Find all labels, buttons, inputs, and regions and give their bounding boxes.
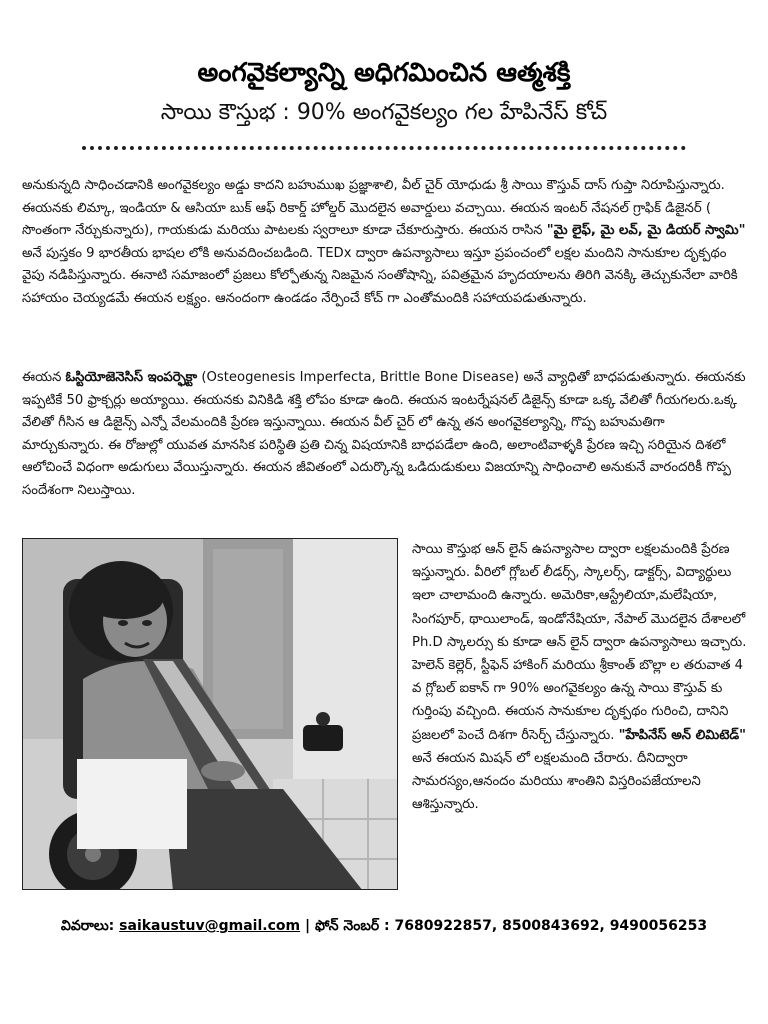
outreach-text-1: సాయి కౌస్తుభ ఆన్ లైన్ ఉపన్యాసాల ద్వారా లక్షలమందికి ప్రేరణ ఇస్తున్నారు. వీరిలో గ్లోబల్ లీడర్స్, స్కాలర్స్, డాక్టర్స్, విద్యార్థులు ఇలా చాలామంది ఉన్నారు. అమెరికా,ఆస్ట్రేలియా,మలేషియా, సింగపూర్, థాయిలాండ్, ఇండోనేషియా, నేపాల్ మొదలైన దేశాలలో Ph.D స్కాలర్సు కు కూడా ఆన్ లైన్ ద్వారా ఉపన్యాసాలు ఇచ్చారు. హెలెన్ కెల్లెర్, స్టీఫెన్ హాకింగ్ మరియు శ్రీకాంత్ బొల్లా ల తరువాత 4 వ గ్లోబల్ ఐకాన్ గా 90% అంగవైకల్యం ఉన్న సాయి కౌస్తువ్ కు గుర్తింపు వచ్చింది. ఈయన సానుకూల దృక్పథం గురించి, దానిని ప్రజలలో పెంచే దిశగా రీసెర్చ్ చేస్తున్నారు. — [412, 542, 747, 743]
headline: అంగవైకల్యాన్ని అధిగమించిన ఆత్మశక్తి — [197, 58, 571, 88]
email-link[interactable]: saikaustuv@gmail.com — [119, 918, 301, 934]
sub-headline: సాయి కౌస్తుభ : 90% అంగవైకల్యం గల హేపినేస్ కోచ్ — [160, 100, 608, 125]
footer-separator: | — [300, 918, 315, 934]
book-title: "మై లైఫ్, మై లవ్, మై డియర్ స్వామి" — [546, 223, 746, 239]
phone-label: ఫోన్ నెంబర్ : — [314, 918, 390, 934]
intro-text-1: అనుకున్నది సాధించడానికి అంగవైకల్యం అడ్డు కాదని బహుముఖ ప్రజ్ఞాశాలి, వీల్ చైర్ యోధుడు శ్రీ సాయి కౌస్తువ్ దాస్ గుప్తా నిరూపిస్తున్నారు. ఈయనకు లిమ్కా, ఇండియా & ఆసియా బుక్ ఆఫ్ రికార్డ్ హోల్డర్ మొదలైన అవార్డులు వచ్చాయి. ఈయన ఇంటర్ నేషనల్ గ్రాఫిక్ డిజైనర్ ( సొంతంగా నేర్చుకున్నారు), గాయకుడు మరియు పాటలకు స్వరాలూ కూడా చేకూరుస్తారు. ఈయన రాసిన — [22, 178, 725, 239]
outreach-text-2: అనే ఈయన మిషన్ లో లక్షలమంది చేరారు. దీనిద్వారా సామరస్యం,ఆనందం మరియు శాంతిని విస్తరింపజేయాలని ఆశిస్తున్నారు. — [412, 750, 701, 813]
mission-name: "హేపినేస్ అన్ లిమిటెడ్" — [618, 727, 747, 743]
details-label: వివరాలు: — [60, 918, 115, 934]
outreach-paragraph — [412, 538, 748, 816]
condition-text-2: (Osteogenesis Imperfecta, Brittle Bone Disease) అనే వ్యాధితో బాధపడుతున్నారు. ఈయనకు ఇప్పటికే 50 ఫ్రాక్చర్లు అయ్యాయి. ఈయనకు వినికిడి శక్తి లోపం కూడా ఉంది. ఈయన ఇంటర్నేషనల్ డిజైన్స్ కూడా ఒక్క వేలితో గీయగలరు.ఒక్క వేలితో గీసిన ఆ డిజైన్స్ ఎన్నో వేలమందికి ప్రేరణ ఇస్తున్నాయి. ఈయన వీల్ చైర్ లో ఉన్న తన అంగవైకల్యాన్ని, గొప్ప బహుమతిగా మార్చుకున్నారు. ఈ రోజుల్లో యువత మానసిక పరిస్థితి ప్రతి చిన్న విషయానికి బాధపడేలా ఉంది, అలాంటివాళ్ళకి ప్రేరణ ఇచ్చి సరియైన దిశలో ఆలోచించే విధంగా అడుగులు వేయిస్తున్నారు. ఈయన జీవితంలో ఎదుర్కొన్న ఒడిదుడుకులు విజయాన్ని సాధించాలి అనుకునే వారందరికీ గొప్ప సందేశంగా నిలుస్తాయి. — [22, 370, 746, 498]
disease-name: ఓస్టియోజెనెసిస్ ఇంపర్ఫెక్టా — [65, 370, 198, 385]
condition-text-1: ఈయన — [22, 370, 66, 385]
contact-footer — [0, 918, 768, 937]
condition-paragraph — [22, 367, 746, 503]
intro-paragraph — [22, 175, 746, 311]
phone-numbers: 7680922857, 8500843692, 9490056253 — [389, 918, 708, 934]
dotted-divider — [82, 146, 686, 150]
intro-text-2: అనే పుస్తకం 9 భారతీయ భాషల లోకి అనువదించబడింది. TEDx ద్వారా ఉపన్యాసాలు ఇస్తూ ప్రపంచంలో లక్షల మందిని సానుకూల దృక్పథం వైపు నడిపిస్తున్నారు. ఈనాటి సమాజంలో ప్రజలు కోల్పోతున్న నిజమైన సంతోషాన్ని, పవిత్రమైన హృదయాలను తిరిగి వెనక్కి తెచ్చుకునేలా వారికి సహాయం చెయ్యడమే ఈయన లక్ష్యం. ఆనందంగా ఉండడం నేర్పించే కోచ్ గా ఎంతోమందికి సహాయపడుతున్నారు. — [22, 245, 738, 306]
portrait-photo — [22, 538, 398, 890]
